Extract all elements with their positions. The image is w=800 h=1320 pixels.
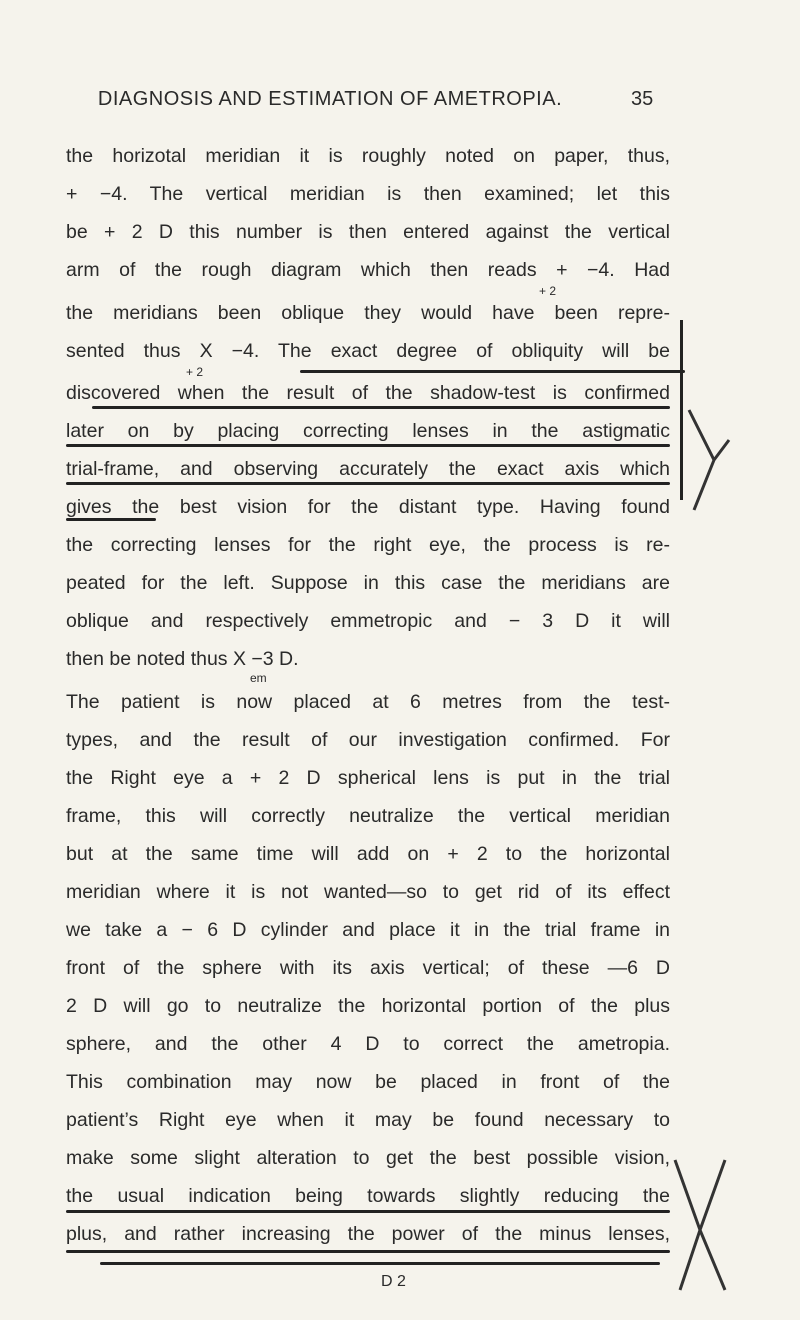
diagram-subscript: + 2 xyxy=(539,284,557,298)
text-line: the usual indication being towards slightly reducing the xyxy=(66,1185,670,1207)
text-line: peated for the left. Suppose in this case the meridians are xyxy=(66,572,670,594)
text-line: sented thus X −4. The exact degree of obliquity will be xyxy=(66,340,670,362)
text-line: 2 D will go to neutralize the horizontal portion of the plus xyxy=(66,995,670,1017)
diagram-subscript: + 2 xyxy=(186,365,204,379)
text-line: then be noted thus X −3 D. xyxy=(66,648,299,670)
text-line: sphere, and the other 4 D to correct the ametropia. xyxy=(66,1033,670,1055)
text-line: we take a − 6 D cylinder and place it in the trial frame in xyxy=(66,919,670,941)
text-line: the correcting lenses for the right eye, the process is re- xyxy=(66,534,670,556)
text-line: patient’s Right eye when it may be found necessary to xyxy=(66,1109,670,1131)
pencil-underline xyxy=(92,406,670,409)
pencil-underline xyxy=(66,518,156,521)
text-line: gives the best vision for the distant type. Having found xyxy=(66,496,670,518)
pencil-underline xyxy=(66,482,670,485)
diagram-subscript: em xyxy=(250,671,267,685)
text-line: later on by placing correcting lenses in the astigmatic xyxy=(66,420,670,442)
text-line: oblique and respectively emmetropic and − 3 D it will xyxy=(66,610,670,632)
text-line: be + 2 D this number is then entered against the vertical xyxy=(66,221,670,243)
signature-mark: D 2 xyxy=(381,1273,406,1290)
text-line: + −4. The vertical meridian is then examined; let this xyxy=(66,183,670,205)
text-line: plus, and rather increasing the power of the minus lenses, xyxy=(66,1223,670,1245)
text-line: frame, this will correctly neutralize the vertical meridian xyxy=(66,805,670,827)
text-line: trial-frame, and observing accurately the exact axis which xyxy=(66,458,670,480)
text-line: meridian where it is not wanted—so to get rid of its effect xyxy=(66,881,670,903)
text-line: discovered when the result of the shadow-test is confirmed xyxy=(66,382,670,404)
margin-cross-icon xyxy=(670,1150,730,1300)
text-line: arm of the rough diagram which then reads + −4. Had xyxy=(66,259,670,281)
text-line: front of the sphere with its axis vertical; of these —6 D xyxy=(66,957,670,979)
margin-bar xyxy=(680,320,683,500)
text-line: This combination may now be placed in front of the xyxy=(66,1071,670,1093)
pencil-underline xyxy=(66,444,670,447)
text-line: The patient is now placed at 6 metres from the test- xyxy=(66,691,670,713)
running-header: DIAGNOSIS AND ESTIMATION OF AMETROPIA. xyxy=(97,88,563,110)
text-line: the Right eye a + 2 D spherical lens is put in the trial xyxy=(66,767,670,789)
margin-cross-icon xyxy=(684,400,734,520)
pencil-underline xyxy=(100,1262,660,1265)
text-line: the horizotal meridian it is roughly noted on paper, thus, xyxy=(66,145,670,167)
text-line: make some slight alteration to get the best possible vision, xyxy=(66,1147,670,1169)
page-number: 35 xyxy=(631,88,654,110)
pencil-underline xyxy=(66,1250,670,1253)
text-line: types, and the result of our investigation confirmed. For xyxy=(66,729,670,751)
text-line: but at the same time will add on + 2 to the horizontal xyxy=(66,843,670,865)
pencil-underline xyxy=(66,1210,670,1213)
text-line: the meridians been oblique they would have been repre- xyxy=(66,302,670,324)
pencil-underline xyxy=(300,370,685,373)
